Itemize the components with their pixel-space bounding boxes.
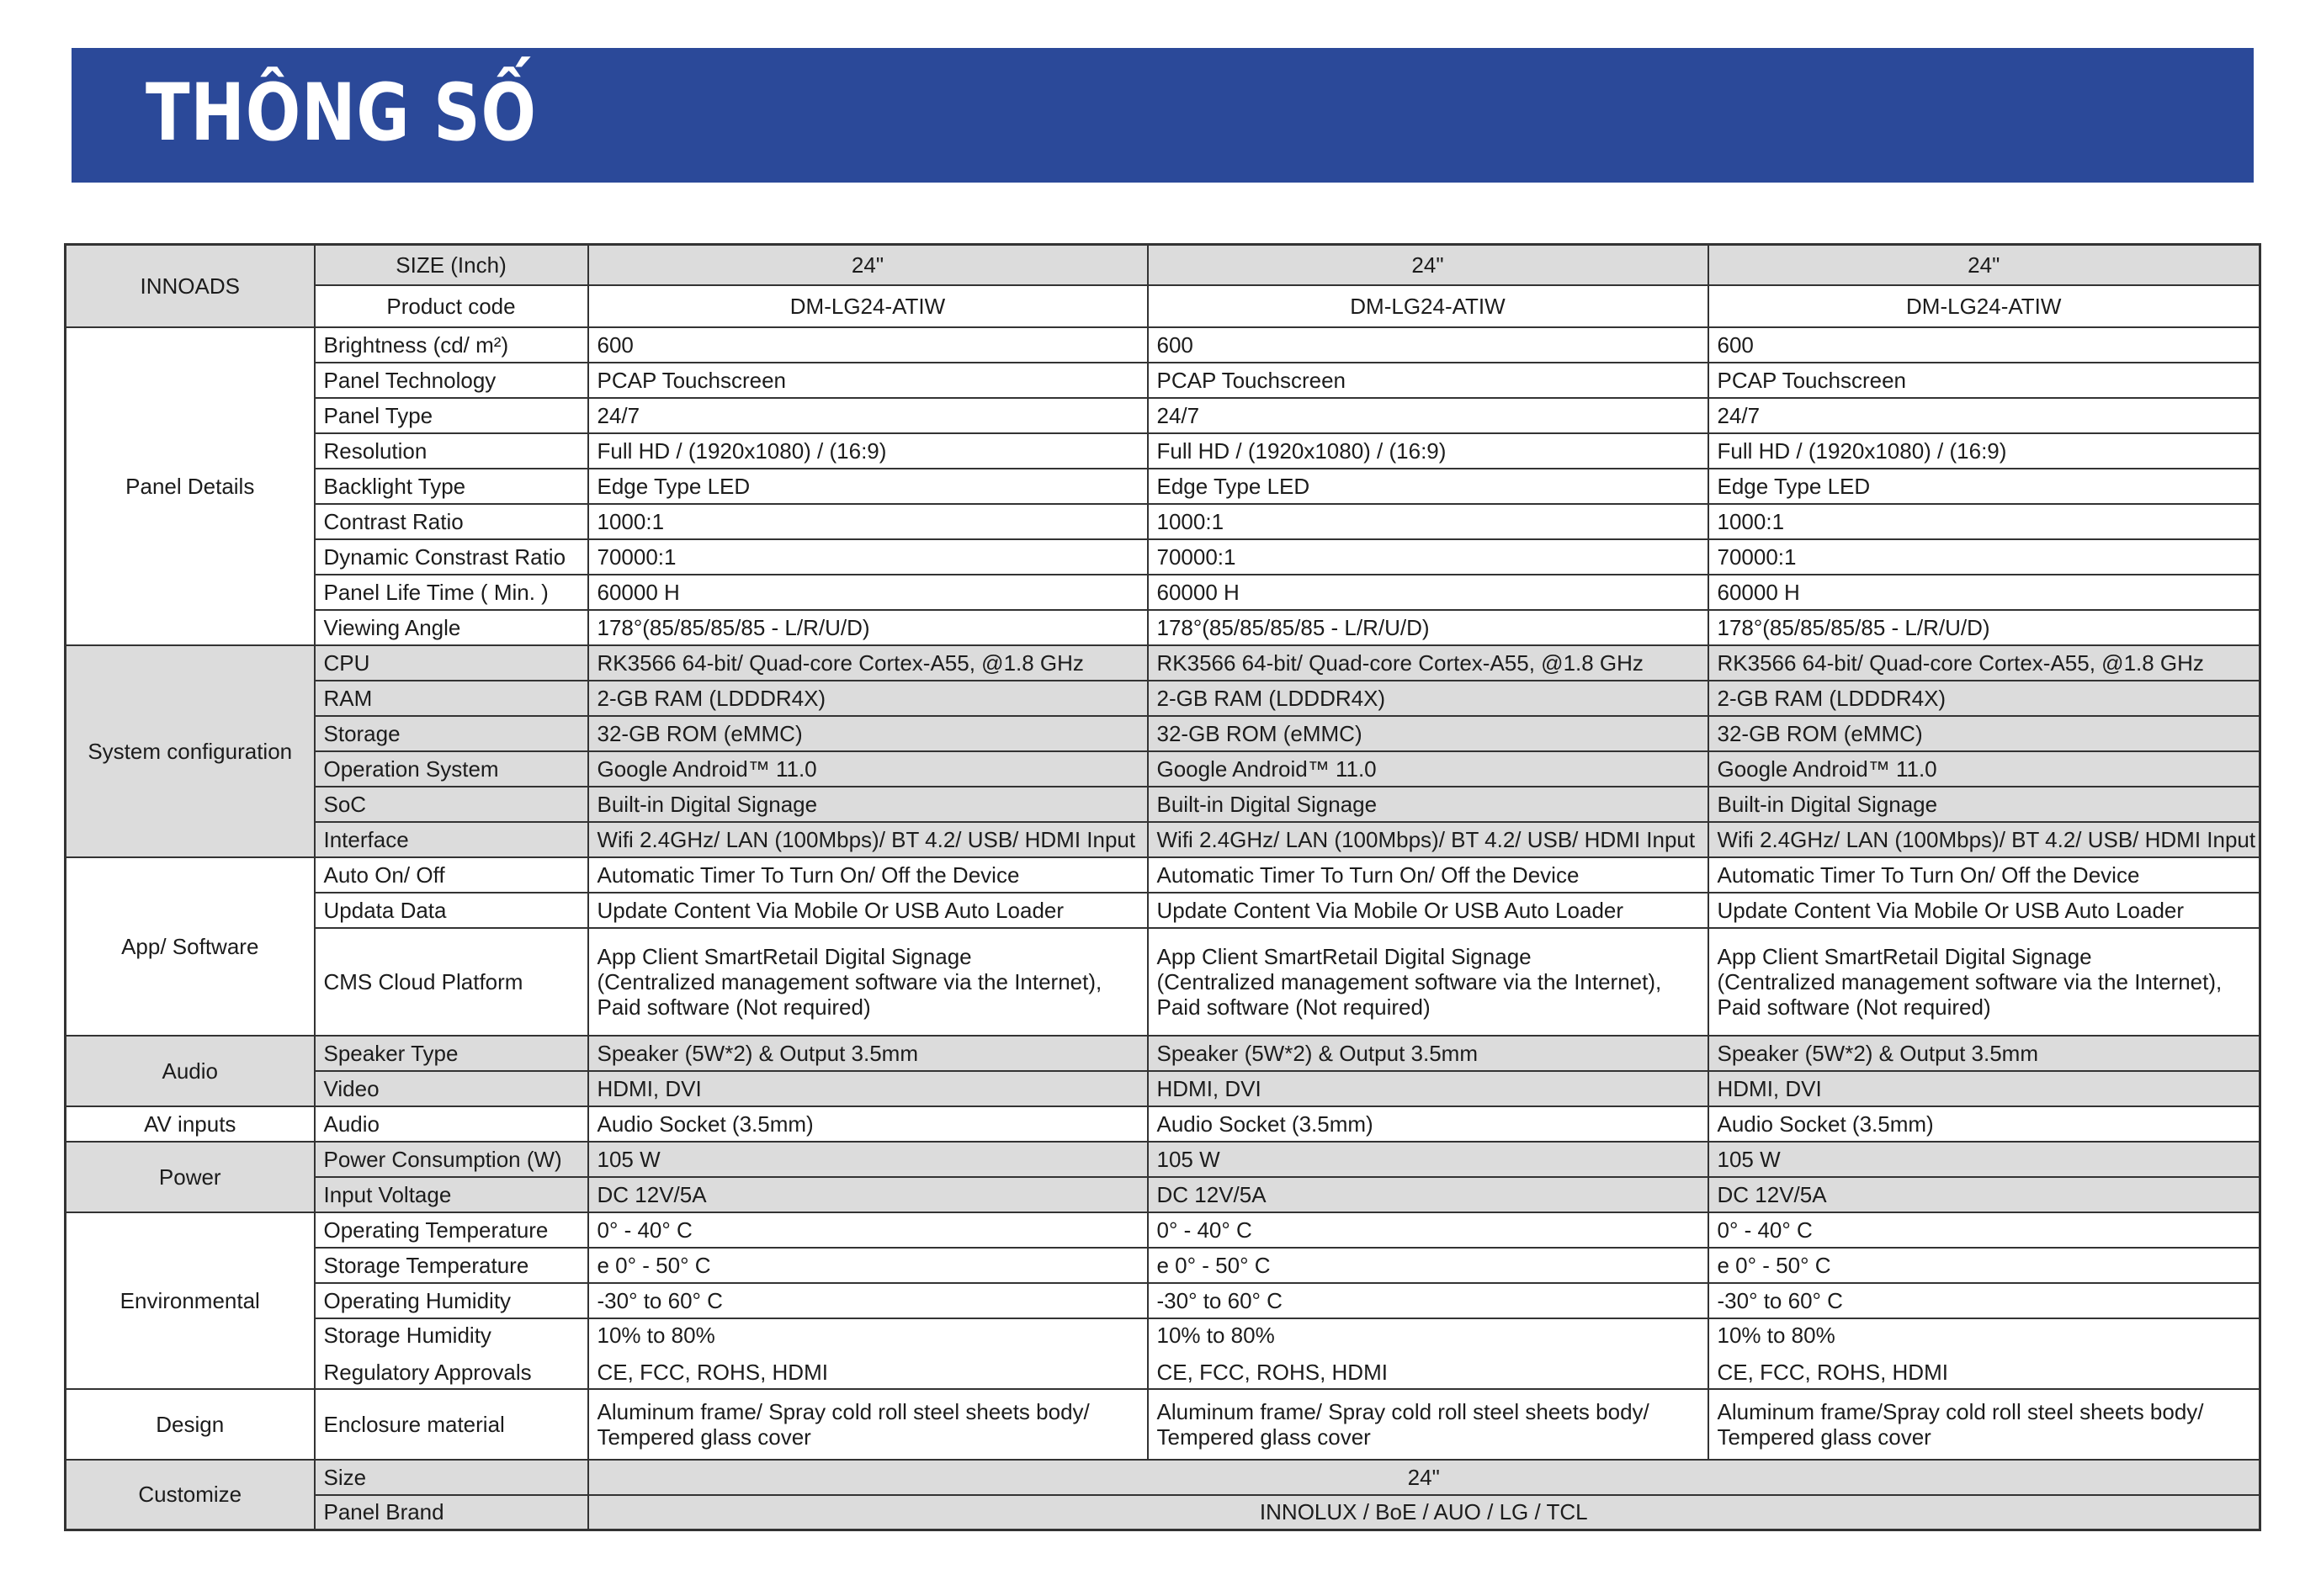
spec-value: PCAP Touchscreen <box>1708 363 2260 398</box>
spec-value <box>588 928 1148 1036</box>
spec-label-audio: Audio <box>315 1106 588 1142</box>
spec-value: Full HD / (1920x1080) / (16:9) <box>1708 433 2260 469</box>
spec-value-spanning: 24" <box>588 1460 2260 1495</box>
spec-value: 1000:1 <box>588 504 1148 539</box>
spec-value: 600 <box>1708 327 2260 363</box>
category-system-configuration: System configuration <box>66 645 315 857</box>
category-av-inputs: AV inputs <box>66 1106 315 1142</box>
spec-value: Update Content Via Mobile Or USB Auto Loader <box>1148 893 1708 928</box>
spec-row <box>66 1389 2260 1460</box>
spec-label-panel-brand: Panel Brand <box>315 1495 588 1530</box>
category-audio: Audio <box>66 1036 315 1106</box>
spec-value-line: CE, FCC, ROHS, HDMI <box>1156 1359 1388 1385</box>
spec-value-line: Tempered glass cover <box>1717 1424 1931 1450</box>
spec-value: 105 W <box>588 1142 1148 1177</box>
spec-row <box>66 893 2260 928</box>
category-power: Power <box>66 1142 315 1212</box>
spec-row <box>66 857 2260 893</box>
spec-row <box>66 1142 2260 1177</box>
spec-label-backlight-type: Backlight Type <box>315 469 588 504</box>
spec-value: Google Android™ 11.0 <box>588 751 1148 787</box>
spec-row <box>66 681 2260 716</box>
spec-value: HDMI, DVI <box>1148 1071 1708 1106</box>
spec-label-resolution: Resolution <box>315 433 588 469</box>
spec-value: 2-GB RAM (LDDDR4X) <box>1708 681 2260 716</box>
spec-row <box>66 327 2260 363</box>
spec-value: Audio Socket (3.5mm) <box>1708 1106 2260 1142</box>
spec-value: e 0° - 50° C <box>1708 1248 2260 1283</box>
spec-value-line: (Centralized management software via the Internet), <box>1156 968 1662 994</box>
spec-label-storage-temperature: Storage Temperature <box>315 1248 588 1283</box>
product-code: DM-LG24-ATIW <box>1148 285 1708 327</box>
spec-label-power-consumption-w: Power Consumption (W) <box>315 1142 588 1177</box>
spec-row <box>66 398 2260 433</box>
spec-label-ram: RAM <box>315 681 588 716</box>
spec-value: 24/7 <box>588 398 1148 433</box>
spec-value <box>1708 1389 2260 1460</box>
spec-label-soc: SoC <box>315 787 588 822</box>
spec-value: 105 W <box>1708 1142 2260 1177</box>
spec-value: PCAP Touchscreen <box>1148 363 1708 398</box>
spec-row <box>66 363 2260 398</box>
spec-value-line: Tempered glass cover <box>1156 1424 1371 1450</box>
spec-value: 600 <box>588 327 1148 363</box>
spec-label-dynamic-constrast-ratio: Dynamic Constrast Ratio <box>315 539 588 575</box>
category-design: Design <box>66 1389 315 1460</box>
spec-value: 600 <box>1148 327 1708 363</box>
spec-value-line: CE, FCC, ROHS, HDMI <box>597 1359 828 1385</box>
spec-row <box>66 1248 2260 1283</box>
spec-value-line: Paid software (Not required) <box>597 994 871 1020</box>
spec-value: 178°(85/85/85/85 - L/R/U/D) <box>588 610 1148 645</box>
spec-value: HDMI, DVI <box>588 1071 1148 1106</box>
spec-value: Built-in Digital Signage <box>1148 787 1708 822</box>
spec-value-line: (Centralized management software via the Internet), <box>1717 968 2223 994</box>
spec-label-operating-temperature: Operating Temperature <box>315 1212 588 1248</box>
spec-row <box>66 1212 2260 1248</box>
spec-value <box>1148 928 1708 1036</box>
spec-value-line: Aluminum frame/Spray cold roll steel sheets body/ <box>1717 1398 2204 1424</box>
spec-value <box>1148 1389 1708 1460</box>
spec-value: 24/7 <box>1708 398 2260 433</box>
product-code: DM-LG24-ATIW <box>1708 285 2260 327</box>
size-value: 24" <box>1708 245 2260 285</box>
spec-table <box>64 243 2261 1531</box>
size-value: 24" <box>588 245 1148 285</box>
spec-value-line: App Client SmartRetail Digital Signage <box>1156 943 1532 969</box>
spec-value-line: Paid software (Not required) <box>1717 994 1991 1020</box>
category-panel-details: Panel Details <box>66 327 315 645</box>
spec-row <box>66 575 2260 610</box>
spec-value: Audio Socket (3.5mm) <box>588 1106 1148 1142</box>
spec-row <box>66 433 2260 469</box>
spec-value-spanning: INNOLUX / BoE / AUO / LG / TCL <box>588 1495 2260 1530</box>
spec-label-line: Storage Humidity <box>323 1322 491 1348</box>
spec-value: Full HD / (1920x1080) / (16:9) <box>1148 433 1708 469</box>
spec-row <box>66 928 2260 1036</box>
spec-value: 32-GB ROM (eMMC) <box>588 716 1148 751</box>
spec-value: 2-GB RAM (LDDDR4X) <box>588 681 1148 716</box>
spec-value: HDMI, DVI <box>1708 1071 2260 1106</box>
spec-row <box>66 822 2260 857</box>
spec-value: Edge Type LED <box>588 469 1148 504</box>
spec-value: DC 12V/5A <box>588 1177 1148 1212</box>
spec-row <box>66 504 2260 539</box>
spec-value: Speaker (5W*2) & Output 3.5mm <box>588 1036 1148 1071</box>
title-banner <box>72 48 2254 183</box>
spec-label-viewing-angle: Viewing Angle <box>315 610 588 645</box>
spec-value-line: 10% to 80% <box>597 1322 715 1348</box>
spec-row <box>66 1177 2260 1212</box>
spec-value: Audio Socket (3.5mm) <box>1148 1106 1708 1142</box>
spec-value-line: 10% to 80% <box>1717 1322 1835 1348</box>
spec-value: Wifi 2.4GHz/ LAN (100Mbps)/ BT 4.2/ USB/ HDMI Input <box>588 822 1148 857</box>
spec-value: -30° to 60° C <box>1708 1283 2260 1318</box>
spec-value: Automatic Timer To Turn On/ Off the Device <box>1148 857 1708 893</box>
spec-value: Speaker (5W*2) & Output 3.5mm <box>1148 1036 1708 1071</box>
brand-cell: INNOADS <box>66 245 315 327</box>
spec-value: 0° - 40° C <box>1708 1212 2260 1248</box>
spec-value: RK3566 64-bit/ Quad-core Cortex-A55, @1.8 GHz <box>1148 645 1708 681</box>
spec-value: 0° - 40° C <box>588 1212 1148 1248</box>
category-environmental: Environmental <box>66 1212 315 1389</box>
spec-value: 60000 H <box>588 575 1148 610</box>
spec-row <box>66 751 2260 787</box>
spec-label-video: Video <box>315 1071 588 1106</box>
spec-value: Automatic Timer To Turn On/ Off the Device <box>1708 857 2260 893</box>
spec-row <box>66 1106 2260 1142</box>
spec-value: Wifi 2.4GHz/ LAN (100Mbps)/ BT 4.2/ USB/ HDMI Input <box>1708 822 2260 857</box>
spec-value-line: CE, FCC, ROHS, HDMI <box>1717 1359 1948 1385</box>
spec-value: 0° - 40° C <box>1148 1212 1708 1248</box>
spec-value: Update Content Via Mobile Or USB Auto Loader <box>588 893 1148 928</box>
spec-value: 178°(85/85/85/85 - L/R/U/D) <box>1708 610 2260 645</box>
spec-label-enclosure-material: Enclosure material <box>315 1389 588 1460</box>
spec-value: Built-in Digital Signage <box>1708 787 2260 822</box>
spec-value: 60000 H <box>1148 575 1708 610</box>
spec-value: DC 12V/5A <box>1148 1177 1708 1212</box>
spec-label-brightness-cd-m: Brightness (cd/ m²) <box>315 327 588 363</box>
spec-value: Google Android™ 11.0 <box>1708 751 2260 787</box>
header-code-row <box>66 285 2260 327</box>
spec-value: 32-GB ROM (eMMC) <box>1148 716 1708 751</box>
spec-value-line: Tempered glass cover <box>597 1424 811 1450</box>
spec-value: Speaker (5W*2) & Output 3.5mm <box>1708 1036 2260 1071</box>
spec-value <box>1708 928 2260 1036</box>
spec-label-line: Regulatory Approvals <box>323 1359 532 1385</box>
spec-value: 178°(85/85/85/85 - L/R/U/D) <box>1148 610 1708 645</box>
header-size-row <box>66 245 2260 285</box>
spec-label-panel-life-time-min: Panel Life Time ( Min. ) <box>315 575 588 610</box>
spec-value: RK3566 64-bit/ Quad-core Cortex-A55, @1.8 GHz <box>588 645 1148 681</box>
spec-value-line: Paid software (Not required) <box>1156 994 1431 1020</box>
spec-value: 32-GB ROM (eMMC) <box>1708 716 2260 751</box>
spec-label-updata-data: Updata Data <box>315 893 588 928</box>
spec-value: 70000:1 <box>1148 539 1708 575</box>
spec-value: -30° to 60° C <box>1148 1283 1708 1318</box>
spec-label-operating-humidity: Operating Humidity <box>315 1283 588 1318</box>
spec-value: 70000:1 <box>1708 539 2260 575</box>
spec-label-storage: Storage <box>315 716 588 751</box>
spec-label-contrast-ratio: Contrast Ratio <box>315 504 588 539</box>
spec-label-speaker-type: Speaker Type <box>315 1036 588 1071</box>
spec-value: Wifi 2.4GHz/ LAN (100Mbps)/ BT 4.2/ USB/ HDMI Input <box>1148 822 1708 857</box>
page-title: THÔNG SỐ <box>146 67 537 159</box>
spec-value <box>1708 1318 2260 1389</box>
spec-value: 1000:1 <box>1708 504 2260 539</box>
spec-row <box>66 716 2260 751</box>
spec-label-panel-type: Panel Type <box>315 398 588 433</box>
spec-value: 60000 H <box>1708 575 2260 610</box>
spec-row <box>66 469 2260 504</box>
category-customize: Customize <box>66 1460 315 1530</box>
spec-value-line: App Client SmartRetail Digital Signage <box>597 943 972 969</box>
spec-label-operation-system: Operation System <box>315 751 588 787</box>
spec-value: 105 W <box>1148 1142 1708 1177</box>
spec-label-storage-humidity <box>315 1318 588 1389</box>
spec-value: 70000:1 <box>588 539 1148 575</box>
spec-label-size: Size <box>315 1460 588 1495</box>
spec-value: DC 12V/5A <box>1708 1177 2260 1212</box>
spec-row <box>66 539 2260 575</box>
spec-value <box>588 1318 1148 1389</box>
spec-row <box>66 787 2260 822</box>
spec-label-panel-technology: Panel Technology <box>315 363 588 398</box>
spec-row <box>66 1460 2260 1495</box>
spec-value: 2-GB RAM (LDDDR4X) <box>1148 681 1708 716</box>
spec-value-line: (Centralized management software via the Internet), <box>597 968 1102 994</box>
spec-value: Edge Type LED <box>1708 469 2260 504</box>
spec-value: e 0° - 50° C <box>1148 1248 1708 1283</box>
spec-value: Full HD / (1920x1080) / (16:9) <box>588 433 1148 469</box>
spec-value: 24/7 <box>1148 398 1708 433</box>
spec-value: PCAP Touchscreen <box>588 363 1148 398</box>
spec-row <box>66 1495 2260 1530</box>
spec-label-cms-cloud-platform: CMS Cloud Platform <box>315 928 588 1036</box>
spec-value: Automatic Timer To Turn On/ Off the Device <box>588 857 1148 893</box>
spec-value-line: App Client SmartRetail Digital Signage <box>1717 943 2092 969</box>
spec-label-input-voltage: Input Voltage <box>315 1177 588 1212</box>
spec-row <box>66 1071 2260 1106</box>
spec-value: Built-in Digital Signage <box>588 787 1148 822</box>
spec-value-line: Aluminum frame/ Spray cold roll steel sheets body/ <box>1156 1398 1649 1424</box>
spec-row <box>66 1283 2260 1318</box>
code-label: Product code <box>315 285 588 327</box>
spec-row <box>66 1036 2260 1071</box>
spec-row <box>66 610 2260 645</box>
spec-value-line: Aluminum frame/ Spray cold roll steel sheets body/ <box>597 1398 1090 1424</box>
spec-row <box>66 645 2260 681</box>
spec-value: Edge Type LED <box>1148 469 1708 504</box>
spec-value: 1000:1 <box>1148 504 1708 539</box>
size-value: 24" <box>1148 245 1708 285</box>
spec-value: e 0° - 50° C <box>588 1248 1148 1283</box>
spec-value: -30° to 60° C <box>588 1283 1148 1318</box>
spec-label-auto-on-off: Auto On/ Off <box>315 857 588 893</box>
spec-value: Update Content Via Mobile Or USB Auto Loader <box>1708 893 2260 928</box>
category-app-software: App/ Software <box>66 857 315 1036</box>
product-code: DM-LG24-ATIW <box>588 285 1148 327</box>
spec-value: Google Android™ 11.0 <box>1148 751 1708 787</box>
spec-value-line: 10% to 80% <box>1156 1322 1275 1348</box>
spec-value <box>588 1389 1148 1460</box>
spec-label-interface: Interface <box>315 822 588 857</box>
spec-label-cpu: CPU <box>315 645 588 681</box>
spec-value: RK3566 64-bit/ Quad-core Cortex-A55, @1.8 GHz <box>1708 645 2260 681</box>
spec-row <box>66 1318 2260 1389</box>
size-label: SIZE (Inch) <box>315 245 588 285</box>
spec-value <box>1148 1318 1708 1389</box>
